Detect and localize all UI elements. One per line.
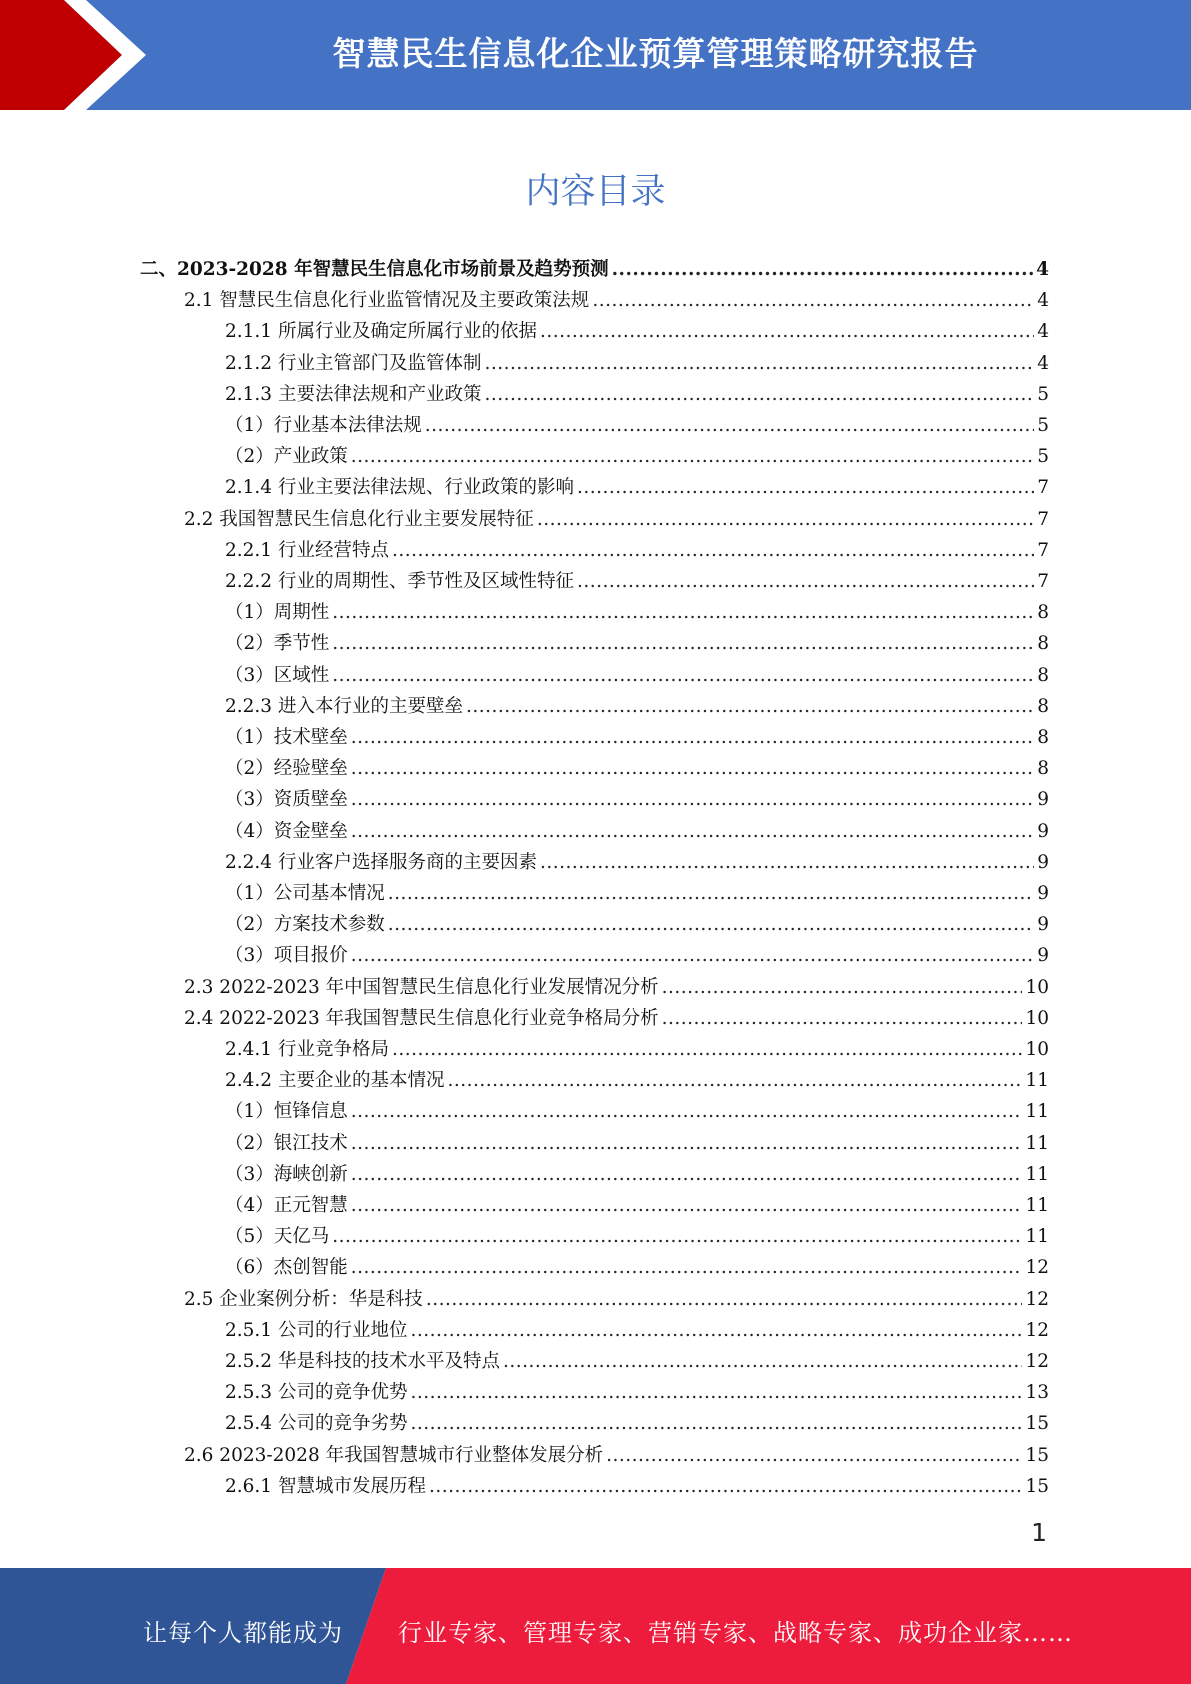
toc-entry-title: （6）杰创智能 xyxy=(225,1257,348,1279)
footer-slogan-left: 让每个人都能成为 xyxy=(143,1619,343,1647)
toc-dot-leader xyxy=(662,1003,1023,1034)
toc-dot-leader xyxy=(410,1315,1022,1346)
toc-entry-page: 8 xyxy=(1037,664,1049,686)
toc-dot-leader xyxy=(540,316,1034,347)
toc-heading: 内容目录 xyxy=(525,172,666,212)
toc-entry-title: 2.5.2 华是科技的技术水平及特点 xyxy=(225,1351,500,1372)
toc-entry-page: 8 xyxy=(1037,695,1049,717)
toc-entry-page: 10 xyxy=(1025,1039,1049,1060)
toc-entry-page: 11 xyxy=(1025,1070,1049,1092)
toc-entry[interactable] xyxy=(184,1440,1049,1471)
toc-entry-title: （3）资质壁垒 xyxy=(225,789,348,811)
toc-dot-leader xyxy=(447,1065,1022,1096)
toc-entry-page: 7 xyxy=(1037,508,1049,530)
toc-entry-title: （1）恒锋信息 xyxy=(225,1101,348,1123)
toc-entry-page: 15 xyxy=(1025,1475,1049,1497)
toc-entry-title: 2.1.4 行业主要法律法规、行业政策的影响 xyxy=(225,477,574,499)
toc-entry[interactable] xyxy=(225,1408,1049,1439)
toc-entry[interactable] xyxy=(225,940,1049,971)
toc-dot-leader xyxy=(351,1159,1023,1190)
toc-dot-leader xyxy=(592,285,1034,316)
toc-dot-leader xyxy=(484,348,1034,379)
toc-dot-leader xyxy=(351,441,1034,472)
toc-dot-leader xyxy=(351,1252,1023,1283)
toc-dot-leader xyxy=(662,972,1023,1003)
toc-dot-leader xyxy=(332,597,1034,628)
toc-entry[interactable] xyxy=(184,972,1049,1003)
toc-entry[interactable] xyxy=(225,441,1049,472)
toc-dot-leader xyxy=(425,410,1034,441)
toc-dot-leader xyxy=(351,940,1034,971)
toc-entry-page: 9 xyxy=(1037,851,1049,873)
toc-entry[interactable] xyxy=(225,816,1049,847)
toc-dot-leader xyxy=(606,1440,1022,1471)
toc-entry-page: 7 xyxy=(1037,539,1049,561)
toc-entry[interactable] xyxy=(225,660,1049,691)
toc-entry-page: 4 xyxy=(1037,321,1049,343)
toc-dot-leader xyxy=(537,504,1034,535)
toc-entry-page: 7 xyxy=(1037,571,1049,592)
toc-entry-title: （3）项目报价 xyxy=(225,945,348,967)
toc-entry[interactable] xyxy=(225,1128,1049,1159)
toc-dot-leader xyxy=(484,379,1034,410)
toc-entry-page: 5 xyxy=(1037,446,1049,468)
toc-entry-title: 2.1.1 所属行业及确定所属行业的依据 xyxy=(225,321,537,343)
toc-entry-title: （1）周期性 xyxy=(225,602,330,624)
toc-entry-page: 13 xyxy=(1025,1382,1049,1404)
toc-entry[interactable] xyxy=(225,784,1049,815)
toc-entry[interactable] xyxy=(225,410,1049,441)
toc-entry-page: 8 xyxy=(1037,602,1049,624)
toc-entry-title: 2.4.2 主要企业的基本情况 xyxy=(225,1070,445,1092)
toc-entry[interactable] xyxy=(184,285,1049,316)
toc-entry-page: 8 xyxy=(1037,633,1049,655)
toc-entry-title: 2.3 2022-2023 年中国智慧民生信息化行业发展情况分析 xyxy=(184,976,659,998)
toc-entry-page: 11 xyxy=(1025,1163,1049,1185)
toc-dot-leader xyxy=(351,1096,1023,1127)
toc-entry-title: 2.5.3 公司的竞争优势 xyxy=(225,1382,408,1404)
toc-entry-page: 11 xyxy=(1025,1132,1049,1154)
toc-entry-title: 2.5 企业案例分析：华是科技 xyxy=(184,1288,423,1310)
toc-dot-leader xyxy=(351,722,1034,753)
toc-entry-page: 10 xyxy=(1025,1007,1049,1029)
toc-entry[interactable] xyxy=(225,535,1049,566)
toc-dot-leader xyxy=(351,753,1034,784)
toc-entry-page: 9 xyxy=(1037,914,1049,936)
report-title: 智慧民生信息化企业预算管理策略研究报告 xyxy=(332,34,979,73)
toc-entry[interactable] xyxy=(225,1159,1049,1190)
toc-entry[interactable] xyxy=(225,1346,1049,1377)
toc-entry-title: （2）季节性 xyxy=(225,633,330,655)
toc-entry-title: （3）区域性 xyxy=(225,664,330,686)
toc-entry[interactable] xyxy=(225,753,1049,784)
toc-entry[interactable] xyxy=(225,1471,1049,1502)
toc-entry-page: 11 xyxy=(1025,1226,1049,1248)
toc-entry-title: 2.4.1 行业竞争格局 xyxy=(225,1039,389,1060)
toc-entry-title: 2.1.2 行业主管部门及监管体制 xyxy=(225,352,482,374)
toc-dot-leader xyxy=(577,566,1034,597)
toc-entry[interactable] xyxy=(184,504,1049,535)
footer-slogan-right: 行业专家、管理专家、营销专家、战略专家、成功企业家…… xyxy=(398,1619,1073,1647)
toc-entry-page: 7 xyxy=(1037,477,1049,499)
toc-entry-title: 2.2.4 行业客户选择服务商的主要因素 xyxy=(225,851,537,873)
toc-entry-page: 12 xyxy=(1025,1351,1049,1372)
toc-entry-page: 9 xyxy=(1037,789,1049,811)
toc-dot-leader xyxy=(410,1377,1022,1408)
toc-entry-title: 2.5.1 公司的行业地位 xyxy=(225,1319,408,1341)
toc-entry[interactable] xyxy=(225,379,1049,410)
toc-dot-leader xyxy=(351,816,1034,847)
toc-entry-title: （2）经验壁垒 xyxy=(225,758,348,780)
toc-entry-page: 11 xyxy=(1025,1101,1049,1123)
toc-entry-page: 4 xyxy=(1036,259,1049,280)
toc-dot-leader xyxy=(351,1128,1023,1159)
toc-entry-title: 2.2.1 行业经营特点 xyxy=(225,539,389,561)
toc-entry-title: 2.6 2023-2028 年我国智慧城市行业整体发展分析 xyxy=(184,1444,604,1466)
toc-entry-title: （5）天亿马 xyxy=(225,1226,330,1248)
toc-entry-page: 12 xyxy=(1025,1288,1049,1310)
toc-entry[interactable] xyxy=(225,1315,1049,1346)
toc-entry[interactable] xyxy=(225,597,1049,628)
toc-dot-leader xyxy=(426,1284,1023,1315)
toc-entry-page: 9 xyxy=(1037,945,1049,967)
page-number: 1 xyxy=(1031,1518,1047,1547)
toc-entry-page: 5 xyxy=(1037,383,1049,405)
toc-dot-leader xyxy=(332,628,1034,659)
toc-dot-leader xyxy=(392,535,1034,566)
toc-entry-page: 9 xyxy=(1037,820,1049,842)
toc-dot-leader xyxy=(466,691,1034,722)
page-footer xyxy=(0,1568,1191,1684)
toc-dot-leader xyxy=(351,784,1034,815)
page-header xyxy=(0,0,1191,110)
toc-dot-leader xyxy=(540,847,1034,878)
toc-entry-title: （2）方案技术参数 xyxy=(225,914,385,936)
toc-dot-leader xyxy=(503,1346,1022,1377)
toc-entry-page: 9 xyxy=(1037,883,1049,904)
toc-entry-page: 15 xyxy=(1025,1444,1049,1466)
toc-entry[interactable] xyxy=(225,847,1049,878)
toc-entry[interactable] xyxy=(225,1190,1049,1221)
toc-entry-title: （4）正元智慧 xyxy=(225,1195,348,1216)
toc-entry[interactable] xyxy=(225,566,1049,597)
toc-dot-leader xyxy=(351,1190,1023,1221)
toc-entry-title: （3）海峡创新 xyxy=(225,1163,348,1185)
toc-entry-page: 12 xyxy=(1025,1257,1049,1279)
toc-entry-title: （4）资金壁垒 xyxy=(225,820,348,842)
toc-entry-page: 4 xyxy=(1037,352,1049,374)
toc-entry[interactable] xyxy=(225,316,1049,347)
toc-entry-title: 2.2.3 进入本行业的主要壁垒 xyxy=(225,695,463,717)
toc-entry-title: 2.1 智慧民生信息化行业监管情况及主要政策法规 xyxy=(184,290,590,312)
toc-entry-title: 2.4 2022-2023 年我国智慧民生信息化行业竞争格局分析 xyxy=(184,1007,659,1029)
toc-entry-title: 2.2 我国智慧民生信息化行业主要发展特征 xyxy=(184,508,534,530)
toc-dot-leader xyxy=(332,660,1034,691)
toc-entry[interactable] xyxy=(225,1065,1049,1096)
toc-entry-title: 2.5.4 公司的竞争劣势 xyxy=(225,1413,408,1435)
toc-entry[interactable] xyxy=(225,722,1049,753)
toc-entry-title: 2.2.2 行业的周期性、季节性及区域性特征 xyxy=(225,571,574,592)
toc-entry[interactable] xyxy=(225,348,1049,379)
toc-dot-leader xyxy=(392,1034,1022,1065)
toc-entry[interactable] xyxy=(225,628,1049,659)
toc-dot-leader xyxy=(410,1408,1022,1439)
toc-entry-title: （1）公司基本情况 xyxy=(225,883,385,904)
toc-dot-leader xyxy=(388,909,1034,940)
toc-dot-leader xyxy=(429,1471,1022,1502)
toc-entry-page: 11 xyxy=(1025,1195,1049,1216)
toc-entry[interactable] xyxy=(184,1003,1049,1034)
toc-entry[interactable] xyxy=(225,1096,1049,1127)
toc-entry-page: 15 xyxy=(1025,1413,1049,1435)
toc-entry[interactable] xyxy=(225,472,1049,503)
toc-entry[interactable] xyxy=(225,1221,1049,1252)
toc-entry[interactable] xyxy=(225,909,1049,940)
toc-entry-page: 5 xyxy=(1037,415,1049,436)
toc-entry-page: 12 xyxy=(1025,1319,1049,1341)
toc-entry-page: 4 xyxy=(1037,290,1049,312)
toc-entry-page: 8 xyxy=(1037,727,1049,748)
toc-dot-leader xyxy=(388,878,1034,909)
toc-entry-title: （2）银江技术 xyxy=(225,1132,348,1154)
toc-dot-leader xyxy=(577,472,1034,503)
toc-entry-title: 2.1.3 主要法律法规和产业政策 xyxy=(225,383,482,405)
toc-entry-title: 2.6.1 智慧城市发展历程 xyxy=(225,1475,426,1497)
toc-entry[interactable] xyxy=(225,1252,1049,1283)
toc-entry-page: 8 xyxy=(1037,758,1049,780)
toc-entry[interactable] xyxy=(225,1377,1049,1408)
toc-dot-leader xyxy=(332,1221,1022,1252)
toc-entry-title: （1）行业基本法律法规 xyxy=(225,415,422,436)
toc-entry-page: 10 xyxy=(1025,976,1049,998)
toc-entry[interactable] xyxy=(225,878,1049,909)
toc-entry[interactable] xyxy=(140,254,1049,285)
toc-entry[interactable] xyxy=(225,691,1049,722)
toc-entry[interactable] xyxy=(184,1284,1049,1315)
toc-entry-title: （1）技术壁垒 xyxy=(225,727,348,748)
toc-entry[interactable] xyxy=(225,1034,1049,1065)
toc-entry-title: 二、2023-2028 年智慧民生信息化市场前景及趋势预测 xyxy=(140,259,609,280)
toc-dot-leader xyxy=(612,254,1034,285)
toc-entry-title: （2）产业政策 xyxy=(225,446,348,468)
